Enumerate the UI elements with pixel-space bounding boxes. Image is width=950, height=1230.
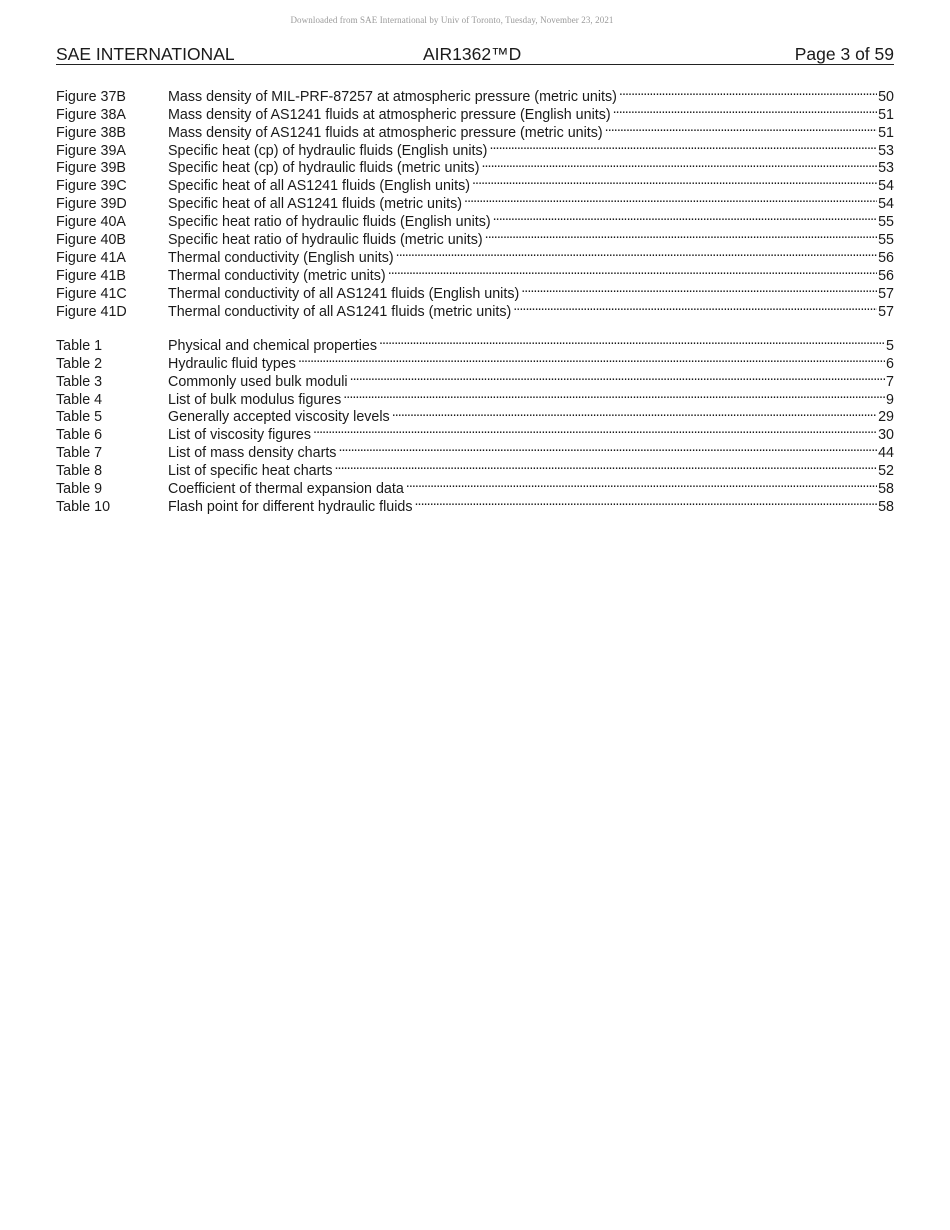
entry-title: Commonly used bulk moduli — [168, 373, 348, 390]
entry-page: 29 — [878, 409, 894, 426]
entry-page: 53 — [878, 160, 894, 177]
entry-title: Thermal conductivity of all AS1241 fluids (metric units) — [168, 303, 512, 320]
entry-page: 6 — [886, 355, 894, 372]
entry-title: Specific heat (cp) of hydraulic fluids (metric units) — [168, 160, 480, 177]
dot-leader — [617, 83, 877, 101]
entry-title: Hydraulic fluid types — [168, 355, 296, 372]
entry-page: 52 — [878, 463, 894, 480]
entry-label: Table 9 — [56, 481, 103, 498]
entry-title: Coefficient of thermal expansion data — [168, 481, 404, 498]
entry-label: Figure 41D — [56, 303, 127, 320]
entry-label: Figure 38A — [56, 106, 126, 123]
entry-title: Physical and chemical properties — [168, 337, 377, 354]
organization-name: SAE INTERNATIONAL — [56, 44, 235, 64]
dot-leader — [404, 475, 877, 493]
entry-label: Table 6 — [56, 427, 103, 444]
entry-label: Table 10 — [56, 498, 111, 515]
dot-leader — [348, 368, 885, 386]
entry-page: 56 — [878, 267, 894, 284]
entry-page: 51 — [878, 106, 894, 123]
dot-leader — [470, 172, 877, 190]
entry-page: 57 — [878, 303, 894, 320]
dot-leader — [511, 298, 877, 316]
dot-leader — [487, 137, 877, 155]
dot-leader — [519, 280, 877, 298]
dot-leader — [341, 386, 885, 404]
entry-title: Specific heat (cp) of hydraulic fluids (English units) — [168, 142, 488, 159]
entry-label: Figure 41C — [56, 285, 127, 302]
toc-entry-table[interactable] — [56, 332, 894, 354]
dot-leader — [483, 226, 877, 244]
document-number: AIR1362™D — [423, 44, 522, 64]
entry-label: Figure 37B — [56, 88, 126, 105]
entry-label: Figure 41B — [56, 267, 126, 284]
entry-label: Figure 39B — [56, 160, 126, 177]
entry-page: 57 — [878, 285, 894, 302]
entry-title: Mass density of AS1241 fluids at atmospheric pressure (metric units) — [168, 124, 603, 141]
page-number: Page 3 of 59 — [794, 44, 894, 64]
entry-page: 9 — [886, 391, 894, 408]
entry-title: Flash point for different hydraulic fluids — [168, 498, 413, 515]
dot-leader — [333, 457, 878, 475]
entry-label: Table 3 — [56, 373, 103, 390]
dot-leader — [336, 439, 877, 457]
entry-title: Thermal conductivity of all AS1241 fluids (English units) — [168, 285, 520, 302]
entry-page: 55 — [878, 214, 894, 231]
entry-label: Table 2 — [56, 355, 103, 372]
dot-leader — [479, 155, 877, 173]
entry-page: 53 — [878, 142, 894, 159]
entry-title: List of mass density charts — [168, 445, 337, 462]
entry-label: Figure 40B — [56, 232, 126, 249]
entry-title: Specific heat of all AS1241 fluids (metric units) — [168, 196, 463, 213]
entry-label: Table 8 — [56, 463, 103, 480]
entry-label: Figure 39A — [56, 142, 126, 159]
entry-title: List of bulk modulus figures — [168, 391, 342, 408]
list-of-tables — [56, 332, 894, 515]
entry-title: List of viscosity figures — [168, 427, 312, 444]
entry-page: 56 — [878, 249, 894, 266]
entry-label: Figure 39C — [56, 178, 127, 195]
dot-leader — [603, 119, 877, 137]
entry-page: 44 — [878, 445, 894, 462]
entry-label: Figure 40A — [56, 214, 126, 231]
entry-title: Specific heat ratio of hydraulic fluids (metric units) — [168, 232, 483, 249]
list-of-figures — [56, 83, 894, 320]
entry-page: 51 — [878, 124, 894, 141]
entry-label: Figure 41A — [56, 249, 126, 266]
entry-title: Generally accepted viscosity levels — [168, 409, 390, 426]
entry-page: 54 — [878, 178, 894, 195]
entry-page: 50 — [878, 88, 894, 105]
dot-leader — [611, 101, 877, 119]
entry-page: 30 — [878, 427, 894, 444]
entry-page: 7 — [886, 373, 894, 390]
entry-title: List of specific heat charts — [168, 463, 333, 480]
dot-leader — [394, 244, 877, 262]
entry-title: Thermal conductivity (English units) — [168, 249, 394, 266]
download-watermark: Downloaded from SAE International by Univ of Toronto, Tuesday, November 23, 2021 — [290, 15, 614, 25]
dot-leader — [377, 332, 885, 350]
dot-leader — [491, 208, 877, 226]
entry-title: Mass density of MIL-PRF-87257 at atmospheric pressure (metric units) — [168, 88, 617, 105]
entry-title: Mass density of AS1241 fluids at atmospheric pressure (English units) — [168, 106, 611, 123]
entry-page: 58 — [878, 481, 894, 498]
dot-leader — [413, 493, 878, 511]
entry-label: Figure 38B — [56, 124, 126, 141]
dot-leader — [390, 404, 877, 422]
toc-entry-figure[interactable] — [56, 83, 894, 105]
entry-label: Figure 39D — [56, 196, 127, 213]
entry-page: 58 — [878, 498, 894, 515]
entry-title: Specific heat of all AS1241 fluids (English units) — [168, 178, 470, 195]
entry-page: 54 — [878, 196, 894, 213]
entry-label: Table 1 — [56, 337, 103, 354]
dot-leader — [311, 421, 877, 439]
entry-page: 5 — [886, 337, 894, 354]
page-header — [56, 44, 894, 65]
entry-title: Thermal conductivity (metric units) — [168, 267, 386, 284]
dot-leader — [386, 262, 877, 280]
entry-label: Table 5 — [56, 409, 103, 426]
entry-label: Table 4 — [56, 391, 103, 408]
entry-title: Specific heat ratio of hydraulic fluids (English units) — [168, 214, 491, 231]
entry-label: Table 7 — [56, 445, 103, 462]
entry-page: 55 — [878, 232, 894, 249]
dot-leader — [462, 190, 877, 208]
dot-leader — [296, 350, 885, 368]
